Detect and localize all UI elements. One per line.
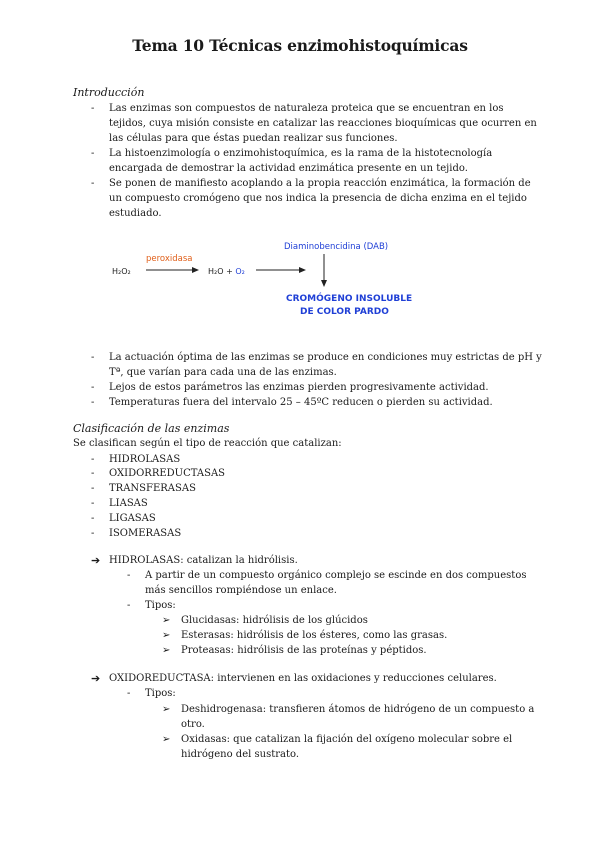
page-title: Tema 10 Técnicas enzimohistoquímicas <box>132 36 468 55</box>
arrowhead-bullet-icon: ➢ <box>162 645 171 656</box>
reaction-arrowhead-2 <box>299 267 306 273</box>
text-line: Las enzimas son compuestos de naturaleza proteica que se encuentran en los <box>109 103 504 114</box>
hidrolasas-heading: HIDROLASAS: catalizan la hidrólisis. <box>109 555 298 566</box>
products-prefix: H₂O + <box>208 267 236 276</box>
reaction-arrowhead <box>192 267 199 273</box>
arrowhead-bullet-icon: ➢ <box>162 615 171 626</box>
text-line: TRANSFERASAS <box>109 483 196 494</box>
reagent-arrowhead <box>321 280 327 287</box>
text-line: ISOMERASAS <box>109 528 182 539</box>
text-line: Proteasas: hidrólisis de las proteínas y péptidos. <box>181 645 427 656</box>
text-line: Tª, que varían para cada una de las enzimas. <box>109 367 337 378</box>
text-line: más sencillos rompiéndose un enlace. <box>145 585 337 596</box>
text-line: La actuación óptima de las enzimas se produce en condiciones muy estrictas de pH y <box>109 352 542 363</box>
dash-bullet: - <box>127 688 131 699</box>
text-line: tejidos, cuya misión consiste en catalizar las reacciones bioquímicas que ocurren en <box>109 118 537 129</box>
text-line: hidrógeno del sustrato. <box>181 749 300 760</box>
dash-bullet: - <box>91 483 95 494</box>
text-line: Glucidasas: hidrólisis de los glúcidos <box>181 615 368 626</box>
dash-bullet: - <box>91 382 95 393</box>
dash-bullet: - <box>91 178 95 189</box>
arrowhead-bullet-icon: ➢ <box>162 630 171 641</box>
tipos-label: Tipos: <box>145 688 176 699</box>
text-line: A partir de un compuesto orgánico complejo se escinde en dos compuestos <box>145 570 527 581</box>
result-line-1: CROMÓGENO INSOLUBLE <box>286 294 413 304</box>
dash-bullet: - <box>91 454 95 465</box>
dash-bullet: - <box>91 352 95 363</box>
text-line: Deshidrogenasa: transfieren átomos de hidrógeno de un compuesto a <box>181 704 535 715</box>
text-line: Lejos de estos parámetros las enzimas pierden progresivamente actividad. <box>109 382 489 393</box>
text-line: Se ponen de manifiesto acoplando a la propia reacción enzimática, la formación de <box>109 178 531 189</box>
oxygen-product: O₂ <box>235 267 245 276</box>
dash-bullet: - <box>127 600 131 611</box>
text-line: un compuesto cromógeno que nos indica la presencia de dicha enzima en el tejido <box>109 193 527 204</box>
arrowhead-bullet-icon: ➢ <box>162 734 171 745</box>
dash-bullet: - <box>91 528 95 539</box>
text-line: LIGASAS <box>109 513 156 524</box>
text-line: encargada de demostrar la actividad enzimática presente en un tejido. <box>109 163 468 174</box>
text-line: otro. <box>181 719 205 730</box>
intro-heading: Introducción <box>73 86 145 99</box>
dash-bullet: - <box>91 468 95 479</box>
text-line: LIASAS <box>109 498 148 509</box>
substrate-label: H₂O₂ <box>112 267 131 276</box>
classification-intro: Se clasifican según el tipo de reacción que catalizan: <box>73 438 342 449</box>
text-line: las células para que éstas puedan realizar sus funciones. <box>109 133 398 144</box>
text-line: La histoenzimología o enzimohistoquímica, es la rama de la histotecnología <box>109 148 493 159</box>
text-line: HIDROLASAS <box>109 454 181 465</box>
text-line: OXIDORREDUCTASAS <box>109 468 226 479</box>
text-line: Esterasas: hidrólisis de los ésteres, como las grasas. <box>181 630 448 641</box>
classification-heading: Clasificación de las enzimas <box>73 422 230 435</box>
dash-bullet: - <box>91 397 95 408</box>
oxidorreductasa-heading: OXIDOREDUCTASA: intervienen en las oxidaciones y reducciones celulares. <box>109 673 497 684</box>
arrow-bullet-icon: ➔ <box>91 672 101 685</box>
text-line: estudiado. <box>109 208 162 219</box>
text-line: Temperaturas fuera del intervalo 25 – 45ºC reducen o pierden su actividad. <box>109 397 493 408</box>
dash-bullet: - <box>127 570 131 581</box>
arrowhead-bullet-icon: ➢ <box>162 704 171 715</box>
dash-bullet: - <box>91 103 95 114</box>
enzyme-label: peroxidasa <box>146 254 193 264</box>
tipos-label: Tipos: <box>145 600 176 611</box>
dash-bullet: - <box>91 513 95 524</box>
arrow-bullet-icon: ➔ <box>91 554 101 567</box>
result-line-2: DE COLOR PARDO <box>300 307 389 317</box>
dash-bullet: - <box>91 148 95 159</box>
reagent-label: Diaminobencidina (DAB) <box>284 242 389 252</box>
text-line: Oxidasas: que catalizan la fijación del oxígeno molecular sobre el <box>181 734 513 745</box>
dash-bullet: - <box>91 498 95 509</box>
products-label <box>208 267 245 276</box>
